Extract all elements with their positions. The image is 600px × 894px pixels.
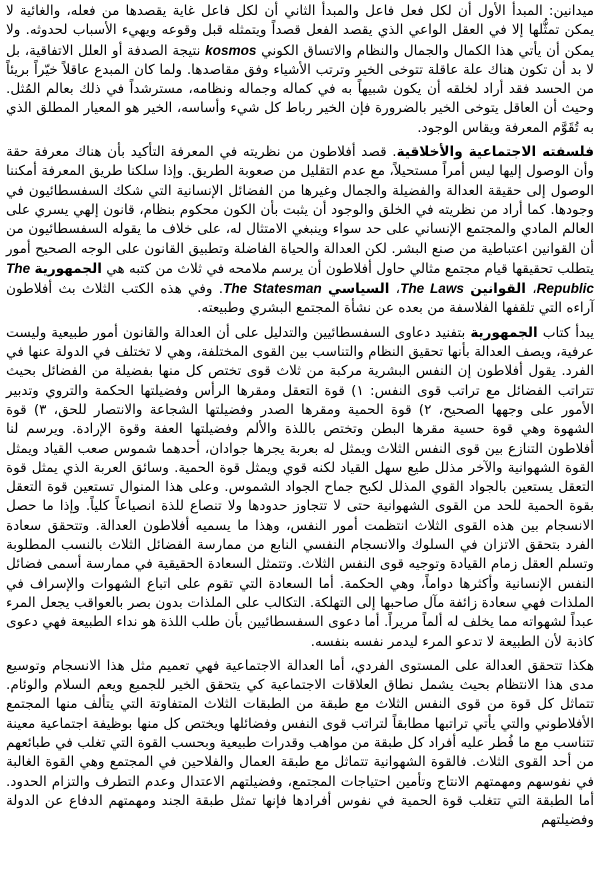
paragraph-1-text: ميدانين: المبدأ الأول أن لكل فعل فاعل والمبدأ الثاني أن لكل فاعل غاية يقصدها من فعله، والغائية لا يمكن تمثُّلها إلا في العقل الواعي الذي يقصد الفعل قصداً ويتمثله قبل وقوعه ويهيء الأسباب لحدوثه. ولا يمكن أن يأتي هذا الكمال والجمال والنظام والاتساق الكوني: [6, 3, 594, 59]
book-republic-ar: الجمهورية: [34, 260, 102, 277]
book-statesman-en: The Statesman: [223, 281, 322, 297]
book-statesman-ar: السياسي: [328, 281, 390, 298]
paragraph-3-text: بتفنيد دعاوى السفسطائيين والتدليل على أن العدالة والقانون أمور طبيعية وليست عرفية، ويصف العدالة بأنها تحقيق النظام والتناسب بين القوى المختلفة، وهي لا تختلف في الدولة عنها في الفرد. يقول أفلاطون إن النفس البشرية مركبة من ثلاث قوى تختص كل منها بفضيلة من الفضائل بحيث تتراتب الفضائل مع تراتب قوى النفس: ١) قوة التعقل ومقرها الرأس وفضيلتها الحكمة والتروي وتدبير الأمور على وجهها الصحيح، ٢) قوة الحمية ومقرها الصدر وفضيلتها الشجاعة والانتصار للحق، ٣) قوة الشهوة وهي قوة حسية مقرها البطن وتختص باللذة والألم وفضيلتها العفة وقوة الإرادة. ويرسم لنا أفلاطون التنازع بين قوى النفس الثلاث ويمثل له بعربة يجرها جوادان، أحدهما شموس صعب القياد ويمثل القوة الشهوانية والآخر مذلل طيع سهل القياد لكنه قوي ويمثل قوة الحمية. وسائق العربة الذي يمثل قوة التعقل يستعين بالجواد القوي المذلل لكبح جماح الجواد الشموس. وعلى هذا المنوال تستعين قوة التعقل بقوة الحمية للحد من القوى الشهوانية حتى لا تتجاوز حدودها ولا تنصاع للذة انصياعاً كلياً. وإذا ما حصل الانسجام بين هذه القوى الثلاث انتظمت أمور النفس، وهذا ما يسميه أفلاطون العدالة. وتتحقق سعادة الفرد بتحقق الاتزان في السلوك والانسجام النفسي النابع من ممارسة الفضائل الثلاث بالنسب المطلوبة وتسلم العقل زمام القيادة وتوجيه قوى النفس الثلاث. وتتمثل السعادة الحقيقية في ممارسة أسمى فضائل النفس الإنسانية وأكثرها دواماً، وهي الحكمة. أما السعادة التي تقوم على اتباع الشهوات والإسراف في الملذات فهي سعادة زائفة مآل صاحبها إلى التهلكة. التكالب على الملذات بدون بصر بالعواقب يجعل المرء عبداً لشهواته مما يخلف له ألماً مريراً. أما دعوى السفسطائيين بأن طلب اللذة هو نداء الطبيعة فهي دعوى كاذبة لأن الطبيعة لا تدعو المرء ليدمر نفسه بنفسه.: [6, 324, 595, 650]
kosmos-term: kosmos: [205, 42, 257, 58]
paragraph-1: [6, 2, 594, 138]
book-republic-en: The Republic: [6, 260, 594, 297]
paragraph-1-rest: نتيجة الصدفة أو العلل الاتفاقية، بل لا بد أن تكون هناك علة عاقلة تتوخى الخير وترتب الأشياء وفق مقاصدها. ولما كان المبدع عاقلاً خيّراً بريئاً من الحسد فقد أراد لخلقه أن يكون شبيهاً به في كماله وجماله ونظامه، مسترشداً في ذلك بعالم المُثل. وحيث أن العاقل يتوخى الخير بالضرورة فإن الخير رباط كل شيء وأساسه، الخير هو المعيار المطلق الذي به تُقَوَّم المعرفة ويقاس الوجود.: [6, 42, 594, 136]
paragraph-4-text: هكذا تتحقق العدالة على المستوى الفردي، أما العدالة الاجتماعية فهي تعميم مثل هذا الانسجام وتوسيع مدى هذا الانتظام بحيث يشمل نطاق العلاقات الاجتماعية كي يتحقق الخير للجميع ويعم السلام والوئام. تتماثل كل قوة من قوى النفس الثلاث مع طبقة من الطبقات الثلاث المتفاوتة التي يتألف منها المجتمع الأفلاطوني والتي يأتي تراتبها مطابقاً لتراتب قوى النفس وفضائلها ويختص كل منها بوظيفة اجتماعية معينة تتناسب مع ما فُطر عليه أفراد كل طبقة من مواهب وقدرات طبيعية وبحسب القوة التي تغلب في طبائعهم من أحد القوى الثلاث. فالقوة الشهوانية تتماثل مع طبقة العمال والفلاحين في المجتمع وهي القوة الغالبة في نفوسهم ومهمتهم الانتاج وتأمين احتياجات المجتمع، وفضيلتهم الاعتدال وعدم التطرف والتزام الحدود. أما الطبقة التي تتغلب قوة الحمية في نفوس أفرادها فإنها تمثل طبقة الجند ومهمتهم الدفاع عن الدولة وفضيلتهم: [6, 657, 594, 829]
paragraph-2: فلسفته الاجتماعية والأخلاقية. قصد أفلاطون من نظريته في المعرفة التأكيد بأن هناك معرفة حقة وأن الوصول إليها ليس أمراً مستحيلاً، مع عدم التقليل من صعوبة الطريق. وإذا سلكنا طريق المعرفة أمكننا الوصول إلى حقيقة العدالة والفضيلة والجمال وغيرها من الفضائل الإنسانية التي شكك السفسطائيون في وجودها. كما أراد من نظريته في الخلق والوجود أن يثبت بأن الكون محكوم بنظام، قانون إلهي يسري على العالم المادي والمجتمع الإنساني على حد سواء وينبغي الامتثال له، على خلاف ما يقوله السفسطائيون من أن القوانين اعتباطية من صنع البشر. لكن العدالة والحياة الفاضلة وتطبيق القانون على الوجه الصحيح أمور يتطلب تحقيقها قيام مجتمع مثالي حاول أفلاطون أن يرسم ملامحه في ثلاث من كتبه هي الجمهورية The Republic، القوانين The Laws، السياسي The Statesman. وفي هذه الكتب الثلاث بث أفلاطون آراءه التي تلقفها الفلاسفة من بعده عن نشأة المجتمع البشري وطبيعته.: [6, 144, 595, 317]
book-laws-en: The Laws: [400, 281, 464, 297]
book-republic-ref: الجمهورية: [470, 324, 538, 341]
paragraph-2-text: . قصد أفلاطون من نظريته في المعرفة التأكيد بأن هناك معرفة حقة وأن الوصول إليها ليس أمراً مستحيلاً، مع عدم التقليل من صعوبة الطريق. وإذا سلكنا طريق المعرفة أمكننا الوصول إلى حقيقة العدالة والفضيلة والجمال وغيرها من الفضائل الإنسانية التي شكك السفسطائيون في وجودها. كما أراد من نظريته في الخلق والوجود أن يثبت بأن الكون محكوم بنظام، قانون إلهي يسري على العالم المادي والمجتمع الإنساني على حد سواء وينبغي الامتثال له، على خلاف ما يقوله السفسطائيون من أن القوانين اعتباطية من صنع البشر. لكن العدالة والحياة الفاضلة وتطبيق القانون على الوجه الصحيح أمور يتطلب تحقيقها قيام مجتمع مثالي حاول أفلاطون أن يرسم ملامحه في ثلاث من كتبه هي: [6, 144, 595, 277]
paragraph-3: [6, 324, 594, 652]
paragraph-4: [6, 657, 594, 831]
book-laws-ar: القوانين: [470, 281, 526, 298]
paragraph-3-start: يبدأ كتاب: [542, 324, 595, 341]
paragraph-2-rest: . وفي هذه الكتب الثلاث بث أفلاطون آراءه التي تلقفها الفلاسفة من بعده عن نشأة المجتمع البشري وطبيعته.: [6, 281, 594, 317]
section-heading-social-ethics: فلسفته الاجتماعية والأخلاقية: [396, 144, 595, 161]
